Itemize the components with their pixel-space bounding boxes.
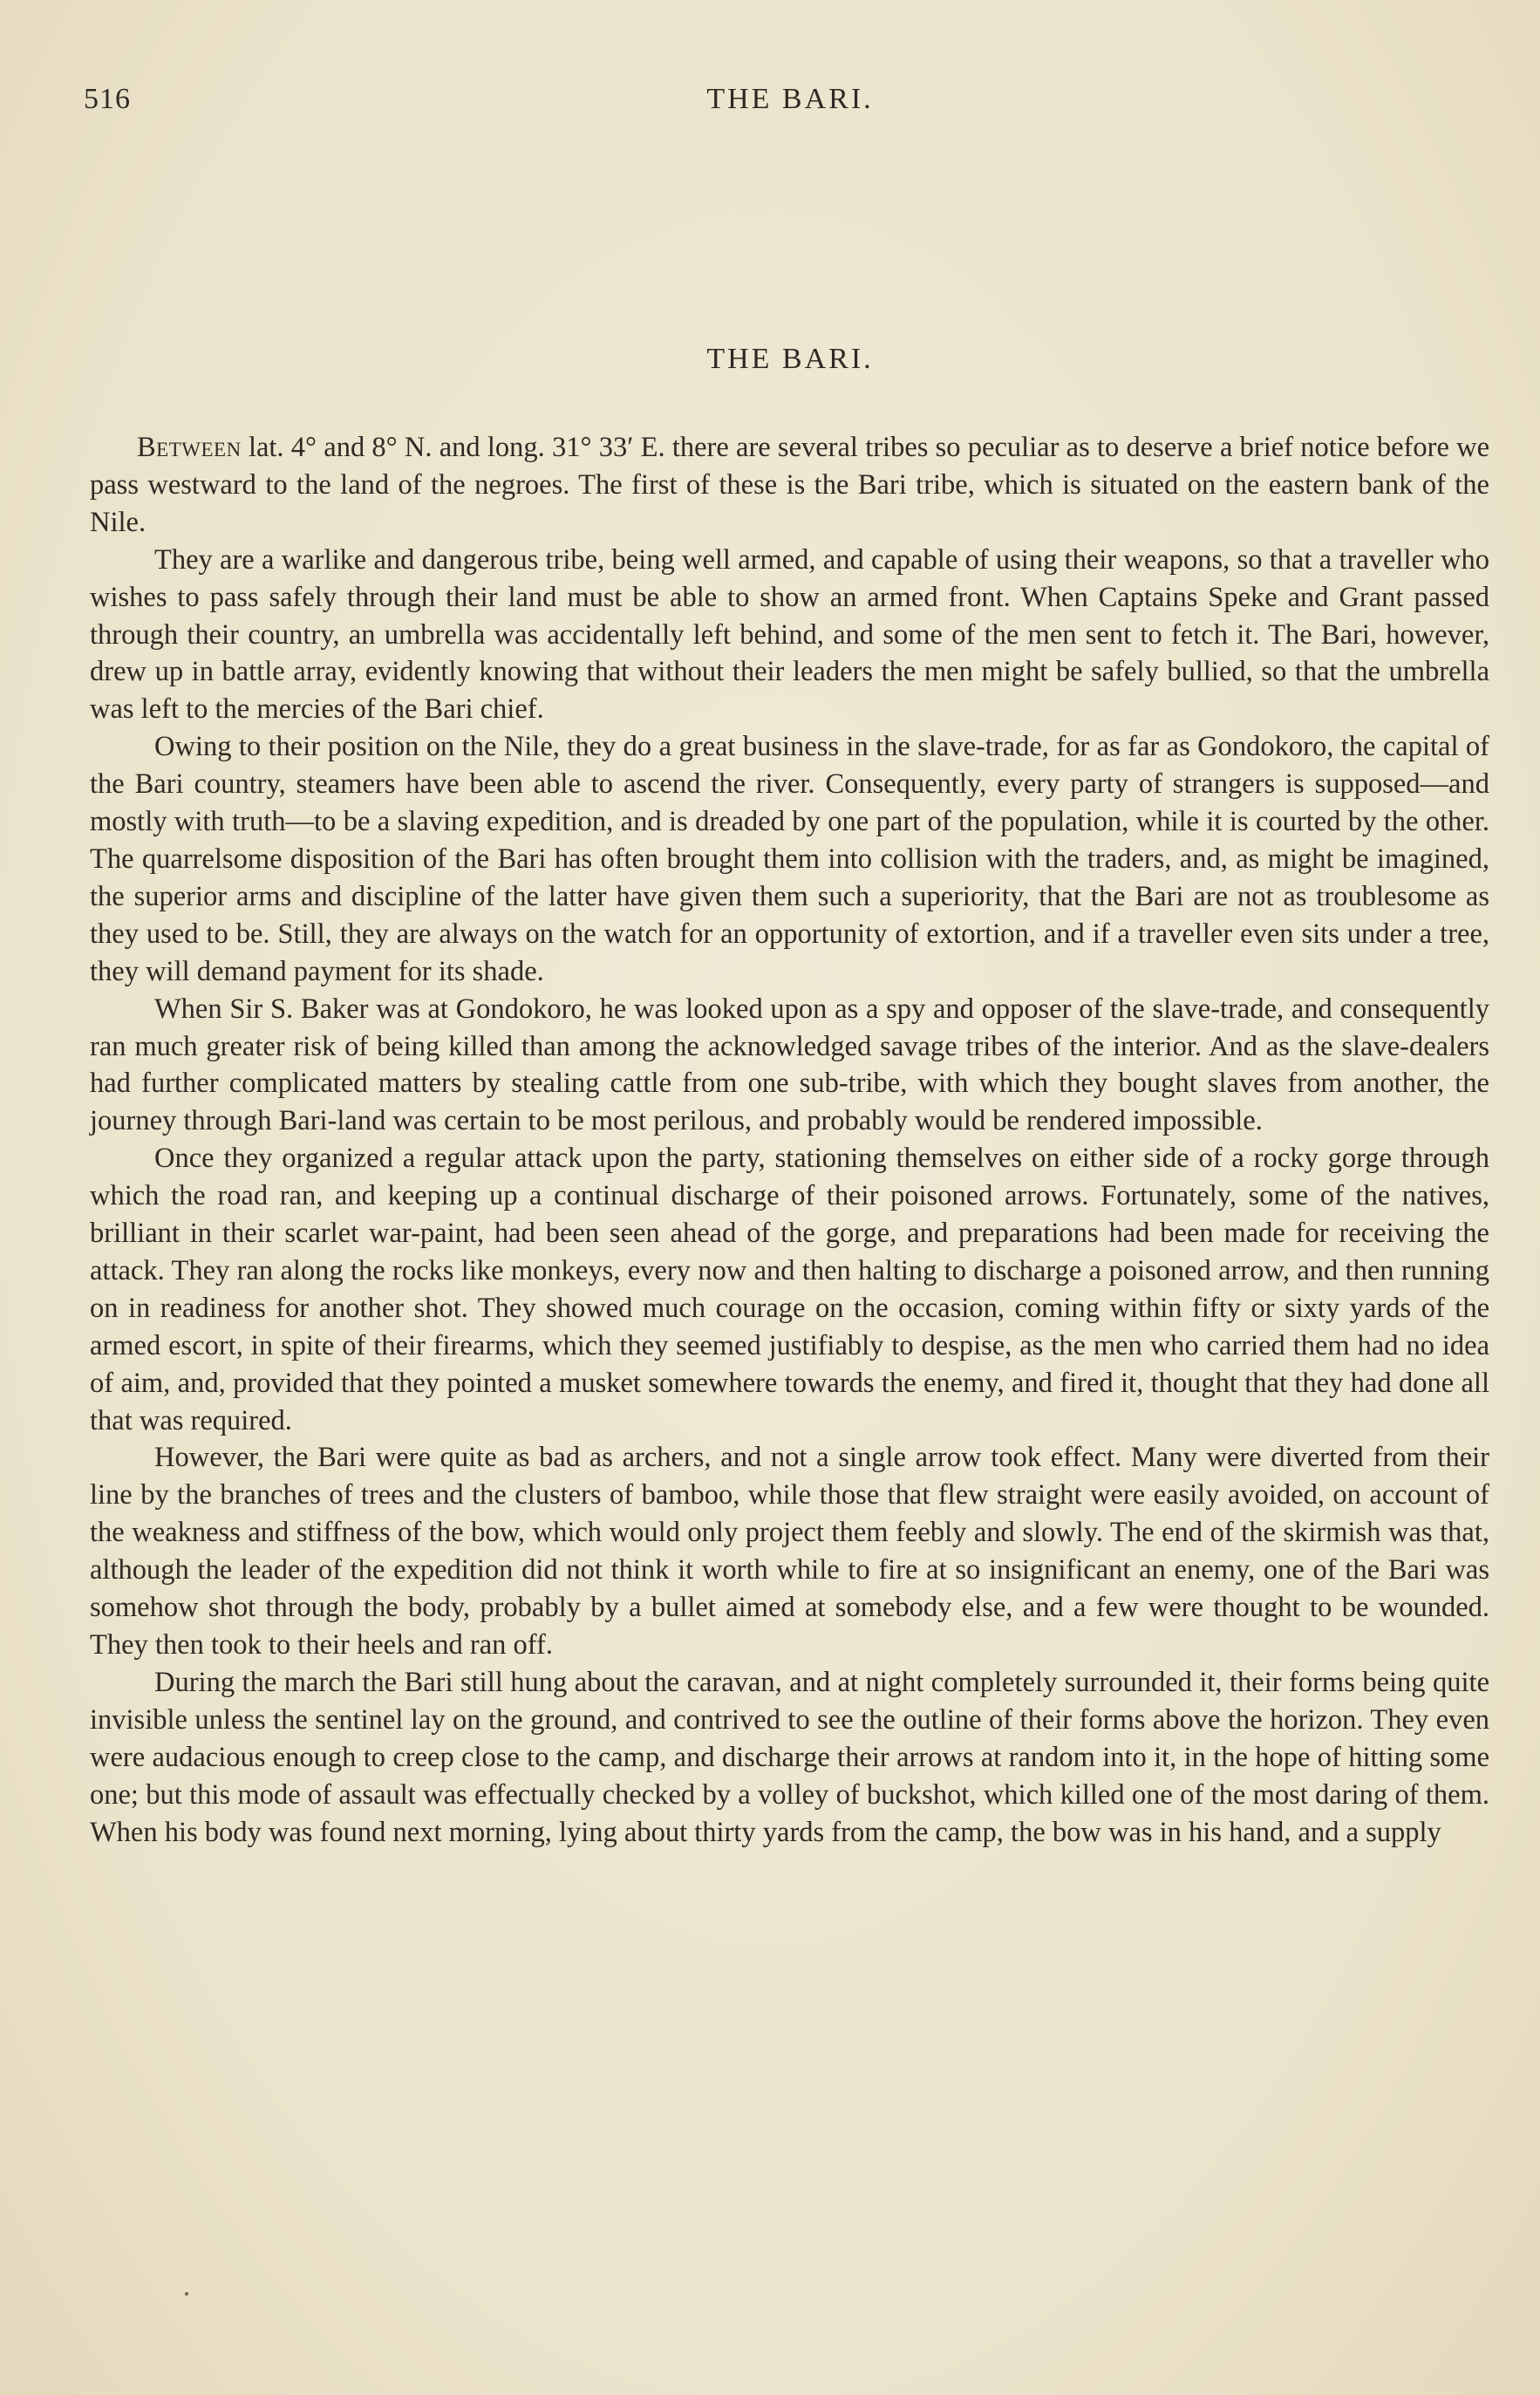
paragraph: However, the Bari were quite as bad as archers, and not a single arrow took effect. Many were diverted from their line by the branches of trees and the clusters of bamboo, while those that flew straight were easily avoided, on account of the weakness and stiffness of the bow, which would only project them feebly and slowly. The end of the skirmish was that, although the leader of the expedition did not think it worth while to fire at so insignificant an enemy, one of the Bari was somehow shot through the body, probably by a bullet aimed at somebody else, and a few were thought to be wounded. They then took to their heels and ran off. — [90, 1442, 1489, 1661]
paragraph: They are a warlike and dangerous tribe, being well armed, and capable of using their weapons, so that a traveller who wishes to pass safely through their land must be able to show an armed front. When Captains Speke and Grant passed through their country, an umbrella was accidentally left behind, and some of the men sent to fetch it. The Bari, however, drew up in battle array, evidently knowing that without their leaders the men might be safely bullied, so that the umbrella was left to the mercies of the Bari chief. — [90, 543, 1489, 726]
running-title: THE BARI. — [706, 83, 874, 115]
running-head — [84, 83, 1496, 126]
paper-speck — [185, 2292, 188, 2296]
paragraph-text: lat. 4° and 8° N. and long. 31° 33′ E. there are several tribes so peculiar as to deserve a brief notice before we pass westward to the land of the negroes. The first of these is the Bari tribe, which is situated on the eastern bank of the Nile. — [90, 432, 1489, 538]
page-number: 516 — [84, 83, 131, 115]
paragraph: Owing to their position on the Nile, they do a great business in the slave-trade, for as far as Gondokoro, the capital of the Bari country, steamers have been able to ascend the river. Consequently, every party of strangers is supposed—and mostly with truth—to be a slaving expedition, and is dreaded by one part of the population, while it is courted by the other. The quarrelsome disposition of the Bari has often brought them into collision with the traders, and, as might be imagined, the superior arms and discipline of the latter have given them such a superiority, that the Bari are not as troublesome as they used to be. Still, they are always on the watch for an opportunity of extortion, and if a traveller even sits under a tree, they will demand payment for its shade. — [90, 731, 1489, 987]
body-text — [90, 429, 1489, 1851]
chapter-title: THE BARI. — [706, 343, 874, 375]
paragraph-lead-word: Between — [137, 432, 242, 463]
paragraph — [90, 429, 1489, 542]
paragraph: When Sir S. Baker was at Gondokoro, he was looked upon as a spy and opposer of the slave-trade, and consequently ran much greater risk of being killed than among the acknowledged savage tribes of the interior. And as the slave-dealers had further complicated matters by stealing cattle from one sub-tribe, with which they bought slaves from another, the journey through Bari-land was certain to be most perilous, and probably would be rendered impossible. — [90, 993, 1489, 1137]
paragraph: Once they organized a regular attack upon the party, stationing themselves on either side of a rocky gorge through which the road ran, and keeping up a continual discharge of their poisoned arrows. Fortunately, some of the natives, brilliant in their scarlet war-paint, had been seen ahead of the gorge, and preparations had been made for receiving the attack. They ran along the rocks like monkeys, every now and then halting to discharge a poisoned arrow, and then running on in readiness for another shot. They showed much courage on the occasion, coming within fifty or sixty yards of the armed escort, in spite of their firearms, which they seemed justifiably to despise, as the men who carried them had no idea of aim, and, provided that they pointed a musket somewhere towards the enemy, and fired it, thought that they had done all that was required. — [90, 1143, 1489, 1436]
paragraph: During the march the Bari still hung about the caravan, and at night completely surrounded it, their forms being quite invisible unless the sentinel lay on the ground, and contrived to see the outline of their forms above the horizon. They even were audacious enough to creep close to the camp, and discharge their arrows at random into it, in the hope of hitting some one; but this mode of assault was effectually checked by a volley of buckshot, which killed one of the most daring of them. When his body was found next morning, lying about thirty yards from the camp, the bow was in his hand, and a supply — [90, 1666, 1489, 1848]
